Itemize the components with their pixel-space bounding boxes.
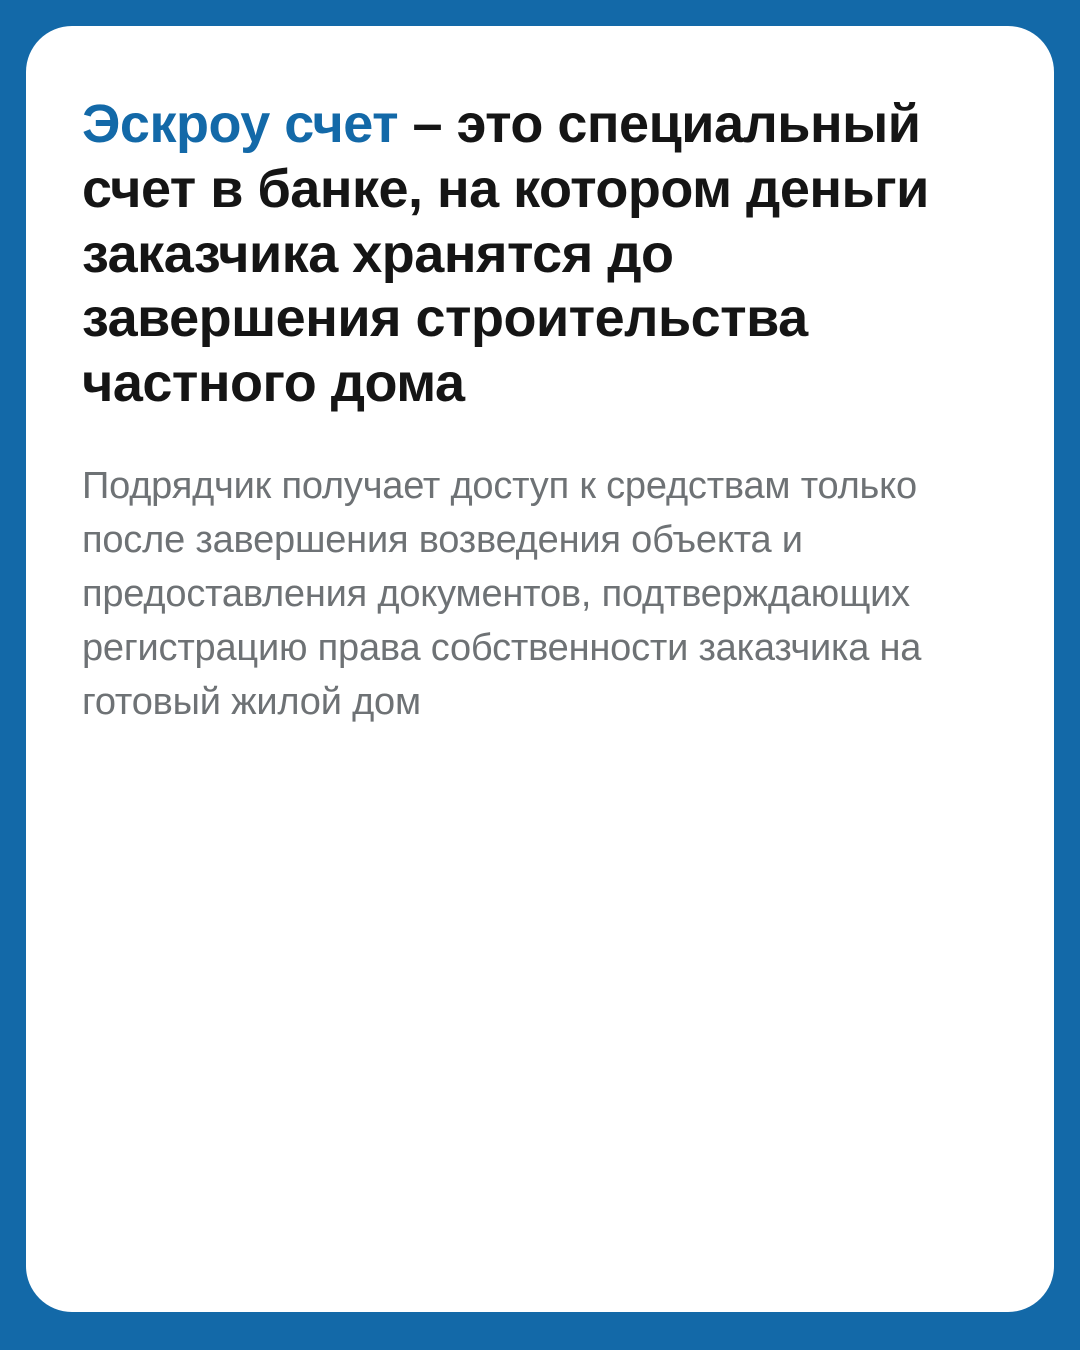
body-paragraph: Подрядчик получает доступ к средствам только после завершения возведения объекта и предоставления документов, подтверждающих регистрацию права собственности заказчика на готовый жилой дом — [82, 464, 922, 723]
content-card — [26, 26, 1054, 1312]
page-title — [82, 92, 998, 416]
headline-remainder: – это специальный счет в банке, на котором деньги заказчика хранятся до завершения строительства частного дома — [82, 94, 929, 414]
headline-accent-term: Эскроу счет — [82, 94, 399, 154]
